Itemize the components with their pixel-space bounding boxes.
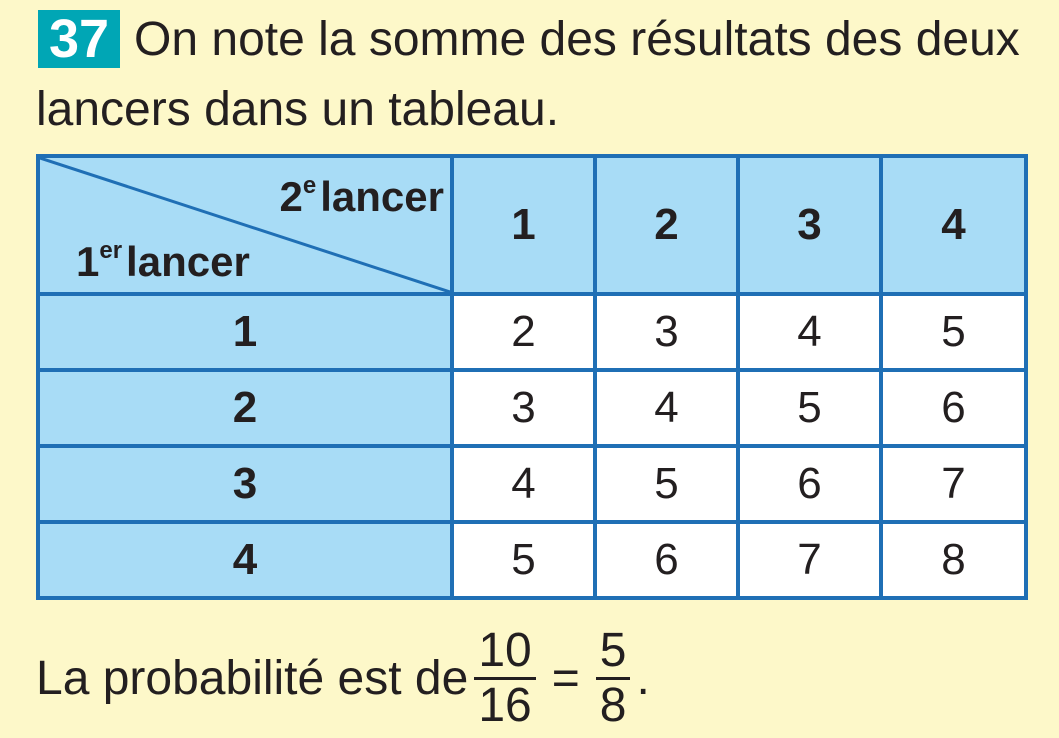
- table-cell: 4: [738, 294, 881, 370]
- column-header: 2: [595, 156, 738, 294]
- sum-table: [36, 154, 1028, 600]
- table-cell: 5: [595, 446, 738, 522]
- table-row: [38, 446, 1026, 522]
- table-cell: 6: [738, 446, 881, 522]
- fraction-denominator: 16: [478, 678, 532, 732]
- row-header: 4: [38, 522, 452, 598]
- table-cell: 4: [452, 446, 595, 522]
- table-cell: 6: [881, 370, 1026, 446]
- equals-sign: =: [551, 651, 580, 705]
- exercise-intro-line2: lancers dans un tableau.: [36, 83, 560, 136]
- table-cell: 7: [738, 522, 881, 598]
- table-cell: 2: [452, 294, 595, 370]
- table-cell: 5: [738, 370, 881, 446]
- first-throw-label: 1erlancer: [76, 237, 250, 285]
- table-cell: 7: [881, 446, 1026, 522]
- table-cell: 4: [595, 370, 738, 446]
- fraction-five-eighths: [596, 625, 631, 732]
- table-cell: 6: [595, 522, 738, 598]
- conclusion-text: La probabilité est de: [36, 651, 469, 705]
- table-row: [38, 522, 1026, 598]
- exercise-number-badge: 37: [38, 10, 120, 68]
- fraction-numerator: 5: [599, 623, 627, 677]
- fraction-numerator: 10: [478, 623, 532, 677]
- final-period: .: [636, 651, 650, 705]
- column-header: 1: [452, 156, 595, 294]
- table-cell: 8: [881, 522, 1026, 598]
- table-cell: 5: [881, 294, 1026, 370]
- row-header: 3: [38, 446, 452, 522]
- table-header-row: [38, 156, 1026, 294]
- row-header: 1: [38, 294, 452, 370]
- second-throw-label: 2elancer: [279, 172, 444, 220]
- table-cell: 3: [595, 294, 738, 370]
- conclusion-line: [36, 618, 650, 738]
- fraction-denominator: 8: [599, 678, 627, 732]
- column-header: 4: [881, 156, 1026, 294]
- exercise-intro-line1: On note la somme des résultats des deux: [134, 13, 1020, 66]
- table-row: [38, 370, 1026, 446]
- column-header: 3: [738, 156, 881, 294]
- table-row: [38, 294, 1026, 370]
- row-header: 2: [38, 370, 452, 446]
- corner-cell: [38, 156, 452, 294]
- table-cell: 5: [452, 522, 595, 598]
- table-cell: 3: [452, 370, 595, 446]
- fraction-ten-sixteenths: [474, 625, 535, 732]
